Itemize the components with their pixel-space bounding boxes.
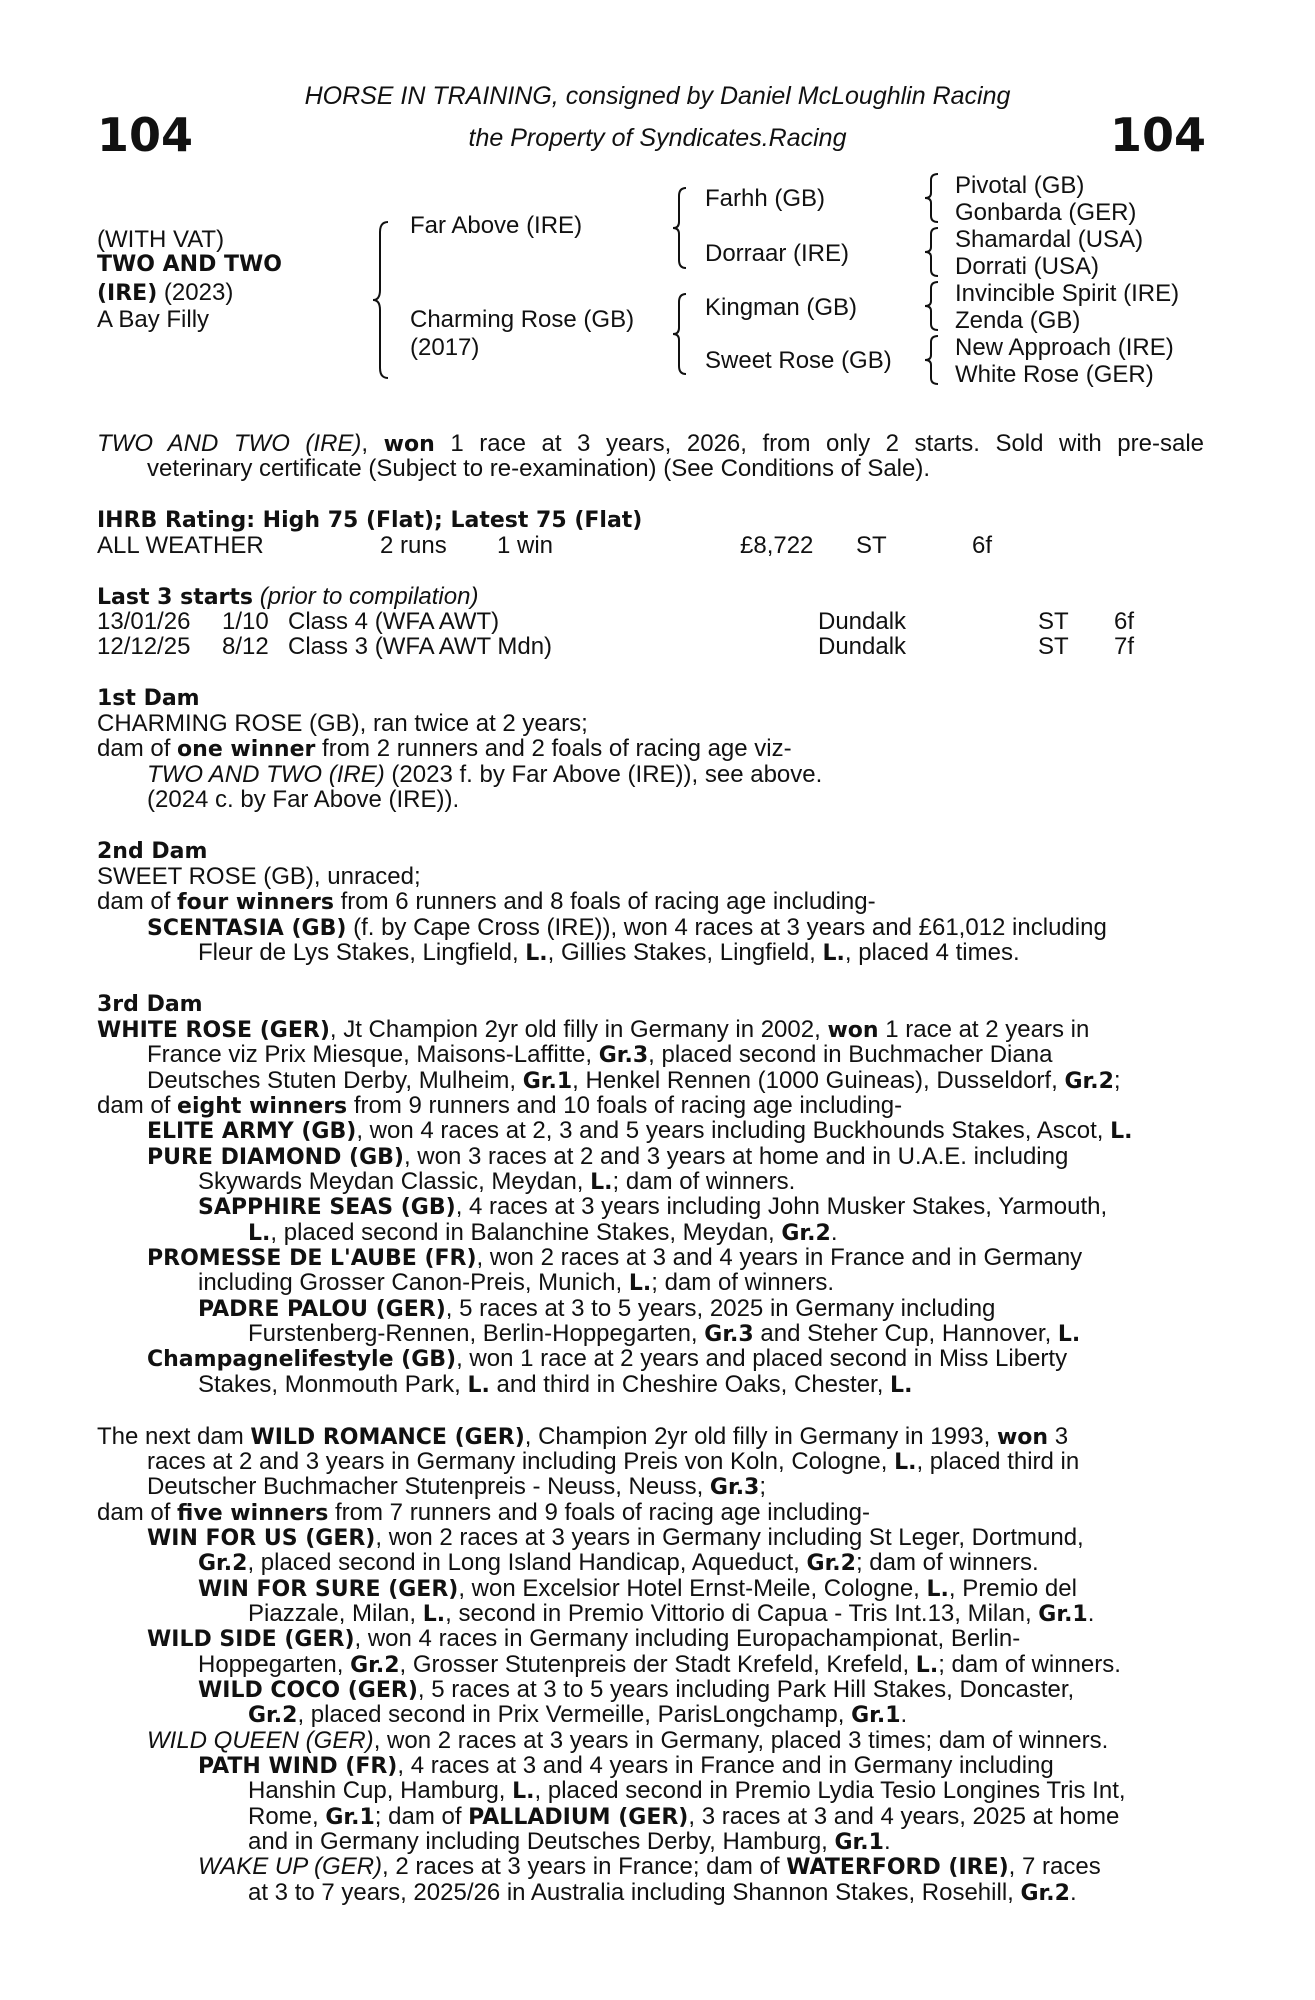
pedigree-dam-sire: Kingman (GB) (705, 294, 858, 321)
wild-romance-line-2: races at 2 and 3 years in Germany including Preis von Koln, Cologne, L., placed third in (147, 1448, 1080, 1475)
third-dam-heading: 3rd Dam (97, 992, 203, 1017)
pedigree-brace-g78 (924, 334, 940, 386)
white-rose-line-2: France viz Prix Miesque, Maisons-Laffitte, Gr.3, placed second in Buchmacher Diana (147, 1041, 1053, 1068)
first-dam-heading: 1st Dam (97, 686, 200, 711)
pedigree-brace-g34 (924, 226, 940, 278)
start-row-date: 12/12/25 (97, 633, 191, 660)
horse-name: TWO AND TWO (97, 252, 282, 277)
pedigree-g1: Pivotal (GB) (955, 172, 1085, 199)
pedigree-sire: Far Above (IRE) (410, 212, 583, 239)
white-rose-line-1: WHITE ROSE (GER), Jt Champion 2yr old filly in Germany in 2002, won 1 race at 2 years in (97, 1016, 1090, 1043)
pure-diamond-line-2: Skywards Meydan Classic, Meydan, L.; dam of winners. (198, 1168, 796, 1195)
padre-palou-line-2: Furstenberg-Rennen, Berlin-Hoppegarten, Gr.3 and Steher Cup, Hannover, L. (248, 1320, 1081, 1347)
wild-side-line-2: Hoppegarten, Gr.2, Grosser Stutenpreis der Stadt Krefeld, Krefeld, L.; dam of winners. (198, 1651, 1121, 1678)
pedigree-brace-main (372, 220, 390, 380)
pedigree-dam-dam: Sweet Rose (GB) (705, 347, 892, 374)
horse-name-line2: (IRE) (2023) (97, 279, 234, 306)
pedigree-dam-year: (2017) (410, 334, 480, 361)
first-dam-line-4: (2024 c. by Far Above (IRE)). (147, 786, 460, 813)
pedigree-brace-g56 (924, 280, 940, 332)
pedigree-g2: Gonbarda (GER) (955, 199, 1137, 226)
pedigree-brace-g12 (924, 172, 940, 224)
champagnelifestyle-line-1: Champagnelifestyle (GB), won 1 race at 2 years and placed second in Miss Liberty (147, 1345, 1068, 1372)
padre-palou-line-1: PADRE PALOU (GER), 5 races at 3 to 5 years, 2025 in Germany including (198, 1295, 996, 1322)
rating-heading: IHRB Rating: High 75 (Flat); Latest 75 (Flat) (97, 508, 643, 533)
rating-distance: 6f (972, 532, 993, 559)
second-dam-line-2: dam of four winners from 6 runners and 8 foals of racing age including- (97, 888, 876, 915)
pedigree-sire-sire: Farhh (GB) (705, 185, 826, 212)
wild-coco-line-1: WILD COCO (GER), 5 races at 3 to 5 years including Park Hill Stakes, Doncaster, (198, 1676, 1075, 1703)
wild-romance-line-4: dam of five winners from 7 runners and 9 foals of racing age including- (97, 1499, 870, 1526)
path-wind-line-1: PATH WIND (FR), 4 races at 3 and 4 years in France and in Germany including (198, 1752, 1054, 1779)
lot-number-right: 104 (1109, 108, 1206, 162)
white-rose-line-4: dam of eight winners from 9 runners and 10 foals of racing age including- (97, 1092, 903, 1119)
wild-romance-line-3: Deutscher Buchmacher Stutenpreis - Neuss, Neuss, Gr.3; (147, 1473, 767, 1500)
start-row-class: Class 4 (WFA AWT) (288, 608, 500, 635)
property-line: the Property of Syndicates.Racing (468, 124, 847, 152)
vat-note: (WITH VAT) (97, 226, 225, 253)
lot-number-left: 104 (97, 108, 194, 162)
wild-coco-line-2: Gr.2, placed second in Prix Vermeille, ParisLongchamp, Gr.1. (248, 1701, 908, 1728)
start-row-course: Dundalk (818, 633, 907, 660)
win-for-sure-line-2: Piazzale, Milan, L., second in Premio Vittorio di Capua - Tris Int.13, Milan, Gr.1. (248, 1600, 1095, 1627)
rating-wins: 1 win (497, 532, 554, 559)
start-row-date: 13/01/26 (97, 608, 191, 635)
second-dam-line-1: SWEET ROSE (GB), unraced; (97, 863, 421, 890)
start-row-pos: 1/10 (222, 608, 269, 635)
rating-going: ST (856, 532, 887, 559)
pedigree-g6: Zenda (GB) (955, 307, 1081, 334)
pure-diamond-line-1: PURE DIAMOND (GB), won 3 races at 2 and 3 years at home and in U.A.E. including (147, 1143, 1069, 1170)
start-row-class: Class 3 (WFA AWT Mdn) (288, 633, 553, 660)
rating-prize: £8,722 (740, 532, 814, 559)
win-for-us-line-1: WIN FOR US (GER), won 2 races at 3 years in Germany including St Leger, Dortmund, (147, 1524, 1084, 1551)
win-for-sure-line-1: WIN FOR SURE (GER), won Excelsior Hotel Ernst-Meile, Cologne, L., Premio del (198, 1575, 1077, 1602)
horse-description: A Bay Filly (97, 306, 210, 333)
promesse-line-2: including Grosser Canon-Preis, Munich, L.; dam of winners. (198, 1269, 834, 1296)
consignor-line: HORSE IN TRAINING, consigned by Daniel McLoughlin Racing (304, 82, 1011, 110)
rating-surface: ALL WEATHER (97, 532, 264, 559)
white-rose-line-3: Deutsches Stuten Derby, Mulheim, Gr.1, Henkel Rennen (1000 Guineas), Dusseldorf, Gr.2; (147, 1067, 1121, 1094)
path-wind-line-4: and in Germany including Deutsches Derby, Hamburg, Gr.1. (248, 1828, 891, 1855)
first-dam-line-2: dam of one winner from 2 runners and 2 foals of racing age viz- (97, 735, 792, 762)
start-row-course: Dundalk (818, 608, 907, 635)
pedigree-sire-dam: Dorraar (IRE) (705, 240, 850, 267)
first-dam-line-3: TWO AND TWO (IRE) (2023 f. by Far Above (IRE)), see above. (147, 761, 823, 788)
path-wind-line-3: Rome, Gr.1; dam of PALLADIUM (GER), 3 races at 3 and 4 years, 2025 at home (248, 1803, 1120, 1830)
pedigree-g3: Shamardal (USA) (955, 226, 1144, 253)
start-row-pos: 8/12 (222, 633, 269, 660)
first-dam-line-1: CHARMING ROSE (GB), ran twice at 2 years; (97, 710, 588, 737)
promesse-line-1: PROMESSE DE L'AUBE (FR), won 2 races at 3 and 4 years in France and in Germany (147, 1244, 1083, 1271)
win-for-us-line-2: Gr.2, placed second in Long Island Handicap, Aqueduct, Gr.2; dam of winners. (198, 1549, 1039, 1576)
pedigree-g8: White Rose (GER) (955, 361, 1154, 388)
second-dam-heading: 2nd Dam (97, 839, 208, 864)
sapphire-seas-line-2: L., placed second in Balanchine Stakes, Meydan, Gr.2. (248, 1219, 838, 1246)
pedigree-g7: New Approach (IRE) (955, 334, 1174, 361)
summary-line-1: TWO AND TWO (IRE), won 1 race at 3 years, 2026, from only 2 starts. Sold with pre-sale (97, 430, 1204, 457)
wild-queen-line: WILD QUEEN (GER), won 2 races at 3 years in Germany, placed 3 times; dam of winners. (147, 1727, 1109, 1754)
wild-side-line-1: WILD SIDE (GER), won 4 races in Germany including Europachampionat, Berlin- (147, 1625, 1021, 1652)
sapphire-seas-line-1: SAPPHIRE SEAS (GB), 4 races at 3 years including John Musker Stakes, Yarmouth, (198, 1193, 1108, 1220)
second-dam-line-4: Fleur de Lys Stakes, Lingfield, L., Gillies Stakes, Lingfield, L., placed 4 times. (198, 939, 1020, 966)
pedigree-brace-dam (672, 292, 688, 376)
start-row-dist: 6f (1114, 608, 1135, 635)
wake-up-line-1: WAKE UP (GER), 2 races at 3 years in France; dam of WATERFORD (IRE), 7 races (198, 1853, 1101, 1880)
wild-romance-line-1: The next dam WILD ROMANCE (GER), Champion 2yr old filly in Germany in 1993, won 3 (97, 1423, 1069, 1450)
pedigree-dam: Charming Rose (GB) (410, 306, 635, 333)
elite-army-line: ELITE ARMY (GB), won 4 races at 2, 3 and 5 years including Buckhounds Stakes, Ascot, L. (147, 1117, 1133, 1144)
second-dam-line-3: SCENTASIA (GB) (f. by Cape Cross (IRE)), won 4 races at 3 years and £61,012 including (147, 914, 1107, 941)
wake-up-line-2: at 3 to 7 years, 2025/26 in Australia including Shannon Stakes, Rosehill, Gr.2. (248, 1879, 1077, 1906)
start-row-going: ST (1038, 608, 1069, 635)
path-wind-line-2: Hanshin Cup, Hamburg, L., placed second in Premio Lydia Tesio Longines Tris Int, (248, 1777, 1126, 1804)
champagnelifestyle-line-2: Stakes, Monmouth Park, L. and third in Cheshire Oaks, Chester, L. (198, 1371, 913, 1398)
pedigree-brace-sire (672, 186, 688, 270)
pedigree-g4: Dorrati (USA) (955, 253, 1100, 280)
last-starts-heading: Last 3 starts (prior to compilation) (97, 583, 479, 610)
rating-runs: 2 runs (380, 532, 447, 559)
start-row-dist: 7f (1114, 633, 1135, 660)
start-row-going: ST (1038, 633, 1069, 660)
pedigree-g5: Invincible Spirit (IRE) (955, 280, 1180, 307)
summary-line-2: veterinary certificate (Subject to re-examination) (See Conditions of Sale). (147, 455, 931, 482)
